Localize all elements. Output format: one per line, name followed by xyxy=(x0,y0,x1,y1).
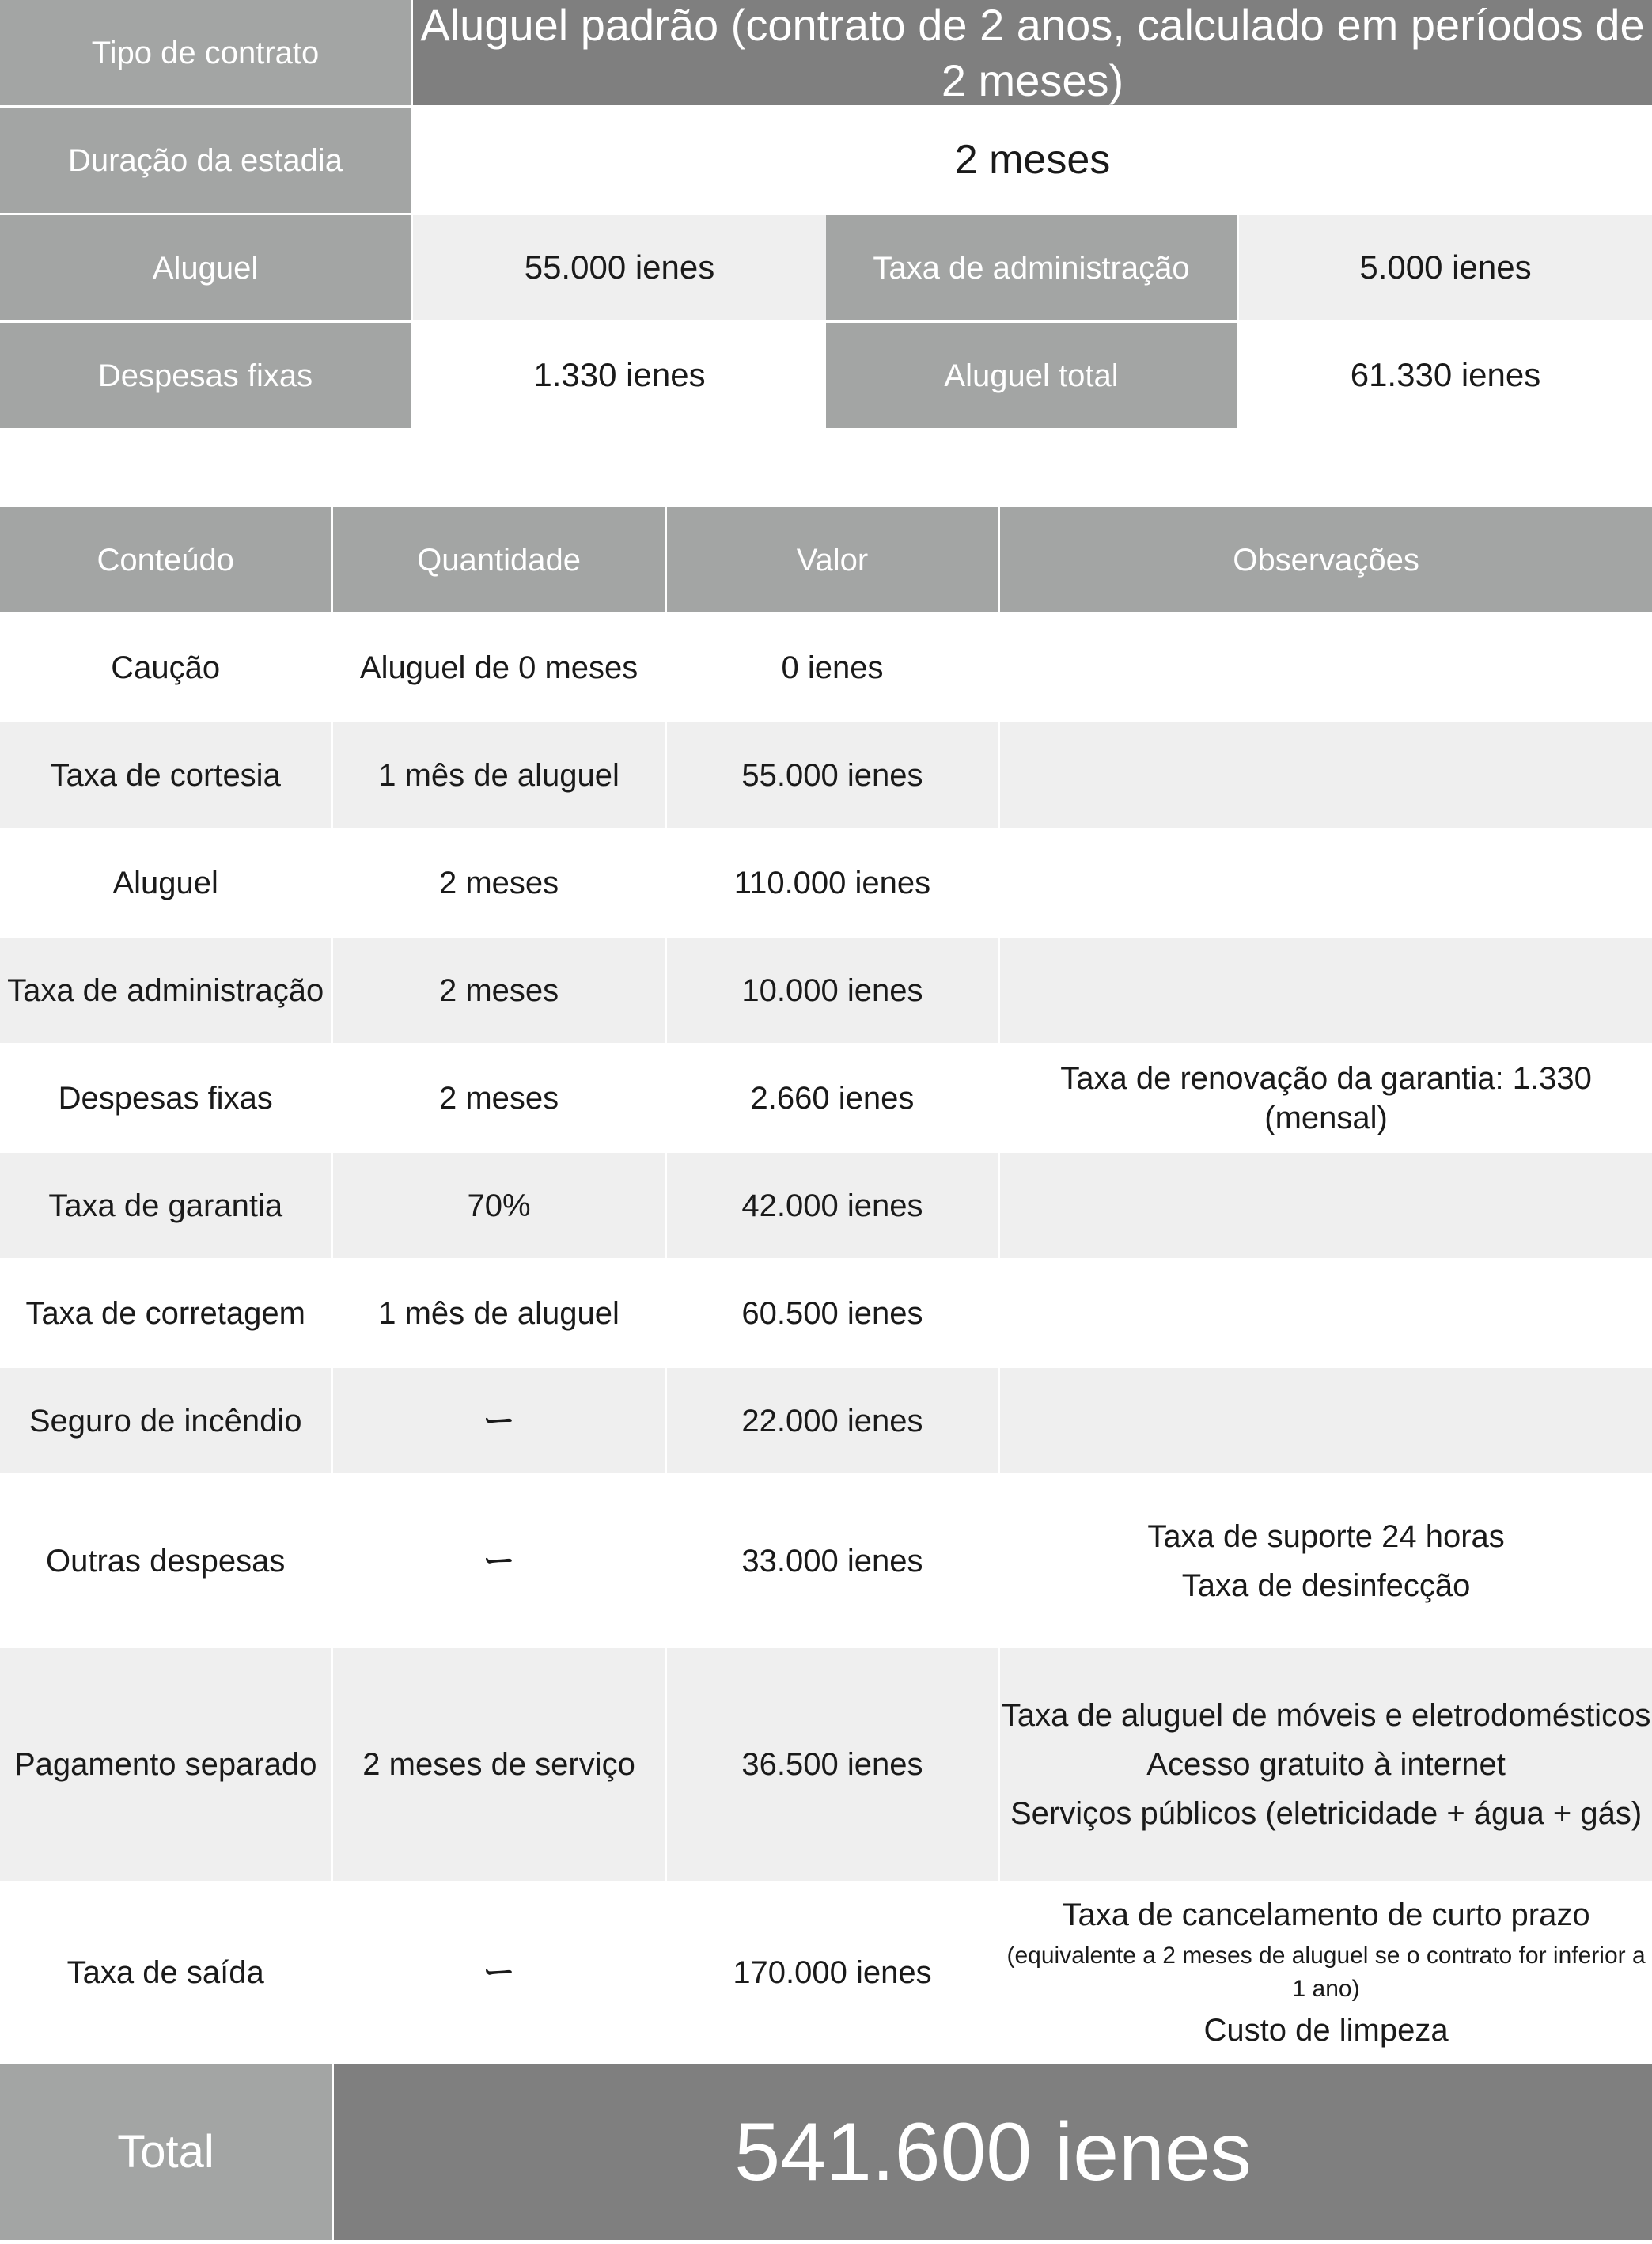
row-value: 2.660 ienes xyxy=(667,1045,998,1150)
row-content: Aluguel xyxy=(0,830,331,935)
row-quantity: Aluguel de 0 meses xyxy=(333,615,664,720)
row-notes xyxy=(1000,1368,1652,1473)
table-row xyxy=(0,1883,1652,2062)
row-notes xyxy=(1000,1883,1652,2062)
table-row xyxy=(0,938,1652,1043)
stay-duration-value: 2 meses xyxy=(413,108,1652,213)
contract-type-value: Aluguel padrão (contrato de 2 anos, calculado em períodos de 2 meses) xyxy=(413,0,1652,105)
table-row xyxy=(0,1153,1652,1258)
row-notes xyxy=(1000,1045,1652,1150)
row-quantity: 1 mês de aluguel xyxy=(333,1260,664,1366)
row-value: 170.000 ienes xyxy=(667,1883,998,2062)
table-row xyxy=(0,1260,1652,1366)
table-row xyxy=(0,1648,1652,1881)
row-content: Pagamento separado xyxy=(0,1648,331,1881)
row-quantity: ー xyxy=(333,1883,664,2062)
fixed-expenses-label: Despesas fixas xyxy=(0,323,411,428)
row-value: 110.000 ienes xyxy=(667,830,998,935)
row-notes xyxy=(1000,938,1652,1043)
header-quantity: Quantidade xyxy=(333,507,664,612)
cost-breakdown-table xyxy=(0,507,1652,2240)
row-value: 60.500 ienes xyxy=(667,1260,998,1366)
note-line: Taxa de suporte 24 horas xyxy=(1147,1518,1505,1554)
note-line: Custo de limpeza xyxy=(1203,2013,1449,2048)
table-row xyxy=(0,830,1652,935)
row-quantity: 2 meses xyxy=(333,830,664,935)
row-quantity: 2 meses xyxy=(333,938,664,1043)
total-label: Total xyxy=(0,2064,332,2240)
total-rent-label: Aluguel total xyxy=(826,323,1237,428)
row-quantity: 2 meses de serviço xyxy=(333,1648,664,1881)
row-content: Taxa de garantia xyxy=(0,1153,331,1258)
row-value: 33.000 ienes xyxy=(667,1476,998,1646)
row-notes xyxy=(1000,830,1652,935)
note-line: Taxa de aluguel de móveis e eletrodomésticos xyxy=(1001,1698,1651,1733)
total-rent-value: 61.330 ienes xyxy=(1239,323,1652,428)
table-header-row xyxy=(0,507,1652,612)
row-quantity: ー xyxy=(333,1368,664,1473)
note-line: Serviços públicos (eletricidade + água + gás) xyxy=(1010,1796,1643,1831)
row-notes xyxy=(1000,722,1652,828)
admin-fee-value: 5.000 ienes xyxy=(1239,215,1652,320)
note-line: Taxa de cancelamento de curto prazo xyxy=(1062,1897,1590,1932)
row-content: Outras despesas xyxy=(0,1476,331,1646)
note-line: (equivalente a 2 meses de aluguel se o contrato for inferior a 1 ano) xyxy=(1006,1943,1646,2002)
note-line: Acesso gratuito à internet xyxy=(1146,1747,1506,1782)
row-quantity: 2 meses xyxy=(333,1045,664,1150)
row-content: Taxa de saída xyxy=(0,1883,331,2062)
row-notes xyxy=(1000,1476,1652,1646)
row-notes xyxy=(1000,1153,1652,1258)
row-value: 0 ienes xyxy=(667,615,998,720)
total-row xyxy=(0,2064,1652,2240)
row-content: Taxa de cortesia xyxy=(0,722,331,828)
row-content: Taxa de administração xyxy=(0,938,331,1043)
row-content: Seguro de incêndio xyxy=(0,1368,331,1473)
table-row xyxy=(0,1045,1652,1150)
row-value: 55.000 ienes xyxy=(667,722,998,828)
header-value: Valor xyxy=(667,507,998,612)
row-quantity: ー xyxy=(333,1476,664,1646)
row-content: Taxa de corretagem xyxy=(0,1260,331,1366)
row-quantity: 70% xyxy=(333,1153,664,1258)
fixed-expenses-value: 1.330 ienes xyxy=(413,323,826,428)
header-notes: Observações xyxy=(1000,507,1652,612)
row-notes xyxy=(1000,1648,1652,1881)
rent-value: 55.000 ienes xyxy=(413,215,826,320)
row-quantity: 1 mês de aluguel xyxy=(333,722,664,828)
table-row xyxy=(0,615,1652,720)
table-row xyxy=(0,722,1652,828)
contract-type-label: Tipo de contrato xyxy=(0,0,411,105)
note-line: Taxa de desinfecção xyxy=(1181,1567,1471,1603)
table-row xyxy=(0,1368,1652,1473)
contract-summary-table xyxy=(0,0,1652,430)
note-line: Taxa de renovação da garantia: 1.330 (mensal) xyxy=(1060,1060,1592,1135)
header-content: Conteúdo xyxy=(0,507,331,612)
total-value: 541.600 ienes xyxy=(334,2064,1652,2240)
admin-fee-label: Taxa de administração xyxy=(826,215,1237,320)
rent-label: Aluguel xyxy=(0,215,411,320)
row-notes xyxy=(1000,1260,1652,1366)
row-value: 22.000 ienes xyxy=(667,1368,998,1473)
row-value: 36.500 ienes xyxy=(667,1648,998,1881)
table-row xyxy=(0,1476,1652,1646)
row-content: Caução xyxy=(0,615,331,720)
row-content: Despesas fixas xyxy=(0,1045,331,1150)
row-value: 42.000 ienes xyxy=(667,1153,998,1258)
row-value: 10.000 ienes xyxy=(667,938,998,1043)
row-notes xyxy=(1000,615,1652,720)
breakdown-rows xyxy=(0,615,1652,2062)
stay-duration-label: Duração da estadia xyxy=(0,108,411,213)
